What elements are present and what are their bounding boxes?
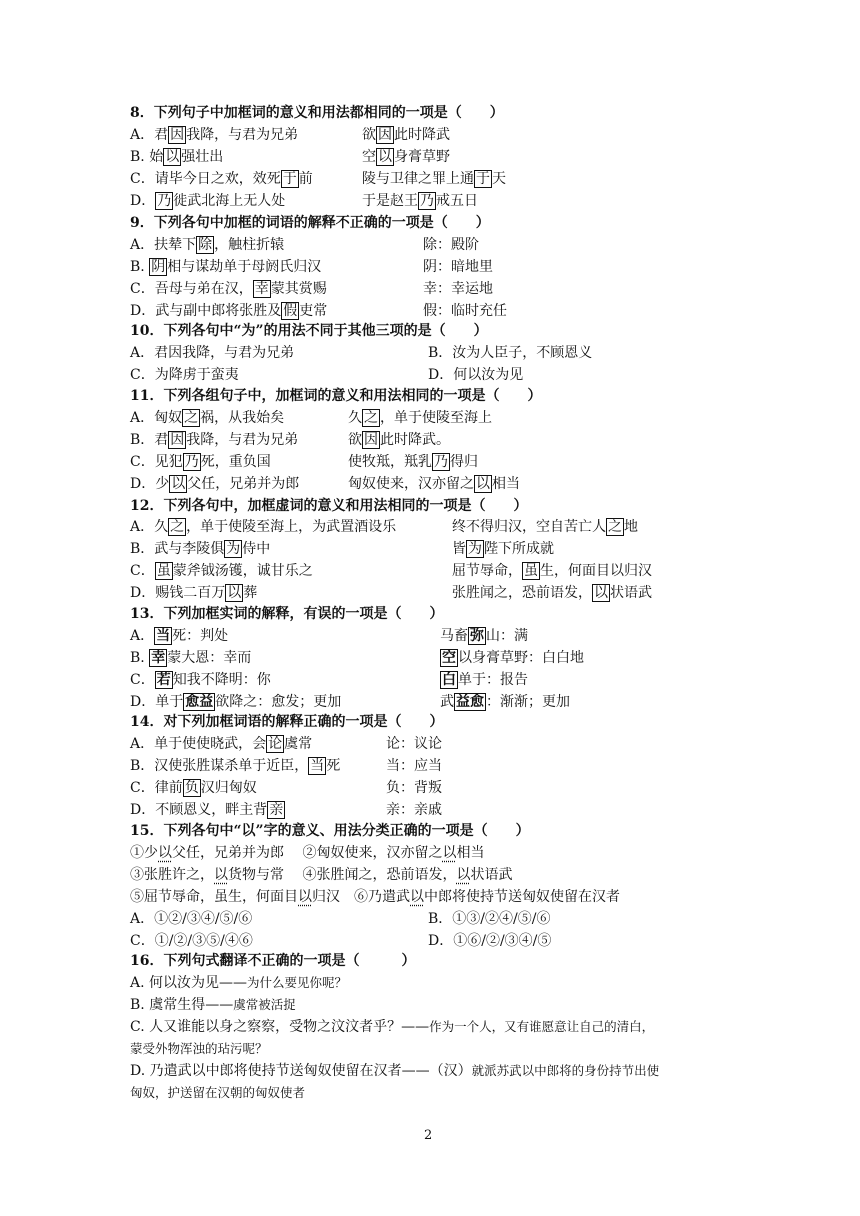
q12-option-a: A．久 之 ，单于使陵至海上，为武置酒设乐 终不得归汉，空自苦亡人 之 地 xyxy=(130,519,638,535)
q15-options-ab: A．①②/③④/⑤/⑥ B．①③/②④/⑤/⑥ xyxy=(130,911,551,927)
q15-options-cd: C．①/②/③⑤/④⑥ D．①⑥/②/③④/⑤ xyxy=(130,933,552,949)
boxed-word: 负 xyxy=(184,780,199,796)
boxed-word: 若 xyxy=(156,672,171,688)
boxed-word: 乃 xyxy=(434,454,448,470)
boxed-word: 之 xyxy=(608,519,622,535)
q13-option-d: D．单于 愈益 欲降之：愈发；更加 武 益愈 ：渐渐；更加 xyxy=(130,694,570,710)
q12-option-d: D．赐钱二百万 以 葬 张胜闻之，恐前语发， 以 状语武 xyxy=(130,585,652,601)
boxed-word: 为 xyxy=(226,541,241,557)
boxed-word: 以 xyxy=(227,585,242,601)
boxed-word: 空 xyxy=(442,650,456,666)
q11-option-d: D．少 以 父任，兄弟并为郎 匈奴使来，汉亦留之 以 相当 xyxy=(130,476,520,492)
boxed-word: 乃 xyxy=(420,193,434,209)
q11-option-c: C．见犯 乃 死，重负国 使牧羝，羝乳 乃 得归 xyxy=(130,454,478,470)
boxed-word: 亲 xyxy=(269,802,284,818)
q12-option-b: B．武与李陵俱 为 侍中 皆 为 陛下所成就 xyxy=(130,541,554,557)
boxed-word: 因 xyxy=(364,432,378,448)
boxed-word: 阴 xyxy=(151,259,166,275)
q9-option-d: D．武与副中郎将张胜及 假 吏常 假：临时充任 xyxy=(130,303,507,319)
q9-option-b: B. 阴 相与谋劫单于母阏氏归汉 阴：暗地里 xyxy=(130,259,493,275)
boxed-word: 愈益 xyxy=(185,694,214,710)
question-14-title: 14．对下列加框词语的解释正确的一项是（ ） xyxy=(130,714,444,730)
boxed-word: 当 xyxy=(310,758,325,774)
q16-option-c-cont: 蒙受外物浑浊的玷污呢？ xyxy=(130,1041,268,1056)
boxed-word: 虽 xyxy=(524,563,538,579)
boxed-word: 白 xyxy=(442,672,456,688)
q16-option-a: A. 何以汝为见——为什么要见你呢？ xyxy=(130,975,348,991)
q14-option-d: D．不顾恩义，畔主背 亲 亲：亲戚 xyxy=(130,802,442,818)
q9-option-a: A．扶辇下 除 ，触柱折辕 除：殿阶 xyxy=(130,237,479,253)
boxed-word: 当 xyxy=(156,628,171,644)
q12-option-c: C． 虽 蒙斧钺汤镬，诚甘乐之 屈节辱命， 虽 生，何面目以归汉 xyxy=(130,563,652,579)
q8-option-a: A．君 因 我降，与君为兄弟 欲 因 此时降武 xyxy=(130,127,450,143)
question-13-title: 13．下列加框实词的解释，有误的一项是（ ） xyxy=(130,606,444,622)
boxed-word: 因 xyxy=(170,432,185,448)
question-11-title: 11．下列各组句子中，加框词的意义和用法相同的一项是（ ） xyxy=(130,388,542,404)
boxed-word: 以 xyxy=(378,149,392,165)
boxed-word: 以 xyxy=(594,585,608,601)
boxed-word: 以 xyxy=(171,476,186,492)
question-16-title: 16．下列句式翻译不正确的一项是（ ） xyxy=(130,953,416,969)
q8-option-b: B. 始 以 强壮出 空 以 身膏草野 xyxy=(130,149,450,165)
question-12-title: 12．下列各句中，加框虚词的意义和用法相同的一项是（ ） xyxy=(130,498,528,514)
boxed-word: 乃 xyxy=(157,193,172,209)
boxed-word: 乃 xyxy=(184,454,199,470)
q15-sentences-5-6: ⑤屈节辱命，虽生，何面目以归汉 ⑥乃遣武以中郎将使持节送匈奴使留在汉者 xyxy=(130,889,620,905)
boxed-word: 为 xyxy=(468,541,482,557)
boxed-word: 之 xyxy=(184,410,199,426)
page-number: 2 xyxy=(424,1128,433,1143)
boxed-word: 之 xyxy=(170,519,185,535)
q8-option-c: C．请毕今日之欢，效死 于 前 陵与卫律之罪上通 于 天 xyxy=(130,171,506,187)
q14-option-a: A．单于使使晓武，会 论 虞常 论：议论 xyxy=(130,736,442,752)
boxed-word: 于 xyxy=(476,171,490,187)
question-10-title: 10．下列各句中“为”的用法不同于其他三项的是（ ） xyxy=(130,323,488,339)
boxed-word: 以 xyxy=(165,149,180,165)
boxed-word: 因 xyxy=(170,127,185,143)
question-15-title: 15．下列各句中“以”字的意义、用法分类正确的一项是（ ） xyxy=(130,823,530,839)
boxed-word: 弥 xyxy=(470,628,484,644)
boxed-word: 假 xyxy=(283,303,298,319)
q10-options-cd: C．为降虏于蛮夷 D．何以汝为见 xyxy=(130,367,524,383)
q15-sentences-1-2: ①少以父任，兄弟并为郎 ②匈奴使来，汉亦留之以相当 xyxy=(130,845,485,861)
boxed-word: 因 xyxy=(378,127,392,143)
boxed-word: 幸 xyxy=(151,650,166,666)
boxed-word: 虽 xyxy=(156,563,171,579)
q11-option-a: A．匈奴 之 祸，从我始矣 久 之 ，单于使陵至海上 xyxy=(130,410,492,426)
boxed-word: 于 xyxy=(282,171,297,187)
boxed-word: 除 xyxy=(198,237,213,253)
q9-option-c: C．吾母与弟在汉， 幸 蒙其赏赐 幸：幸运地 xyxy=(130,281,493,297)
question-8-title: 8．下列句子中加框词的意义和用法都相同的一项是（ ） xyxy=(130,105,504,121)
q8-option-d: D． 乃 徙武北海上无人处 于是赵王 乃 戒五日 xyxy=(130,193,478,209)
q13-option-c: C． 若 知我不降明：你 白 单于：报告 xyxy=(130,672,528,688)
boxed-word: 以 xyxy=(476,476,490,492)
q13-option-a: A． 当 死：判处 马畜 弥 山：满 xyxy=(130,628,528,644)
q16-option-c: C. 人又谁能以身之察察，受物之汶汶者乎？——作为一个人，又有谁愿意让自己的清白， xyxy=(130,1019,655,1035)
q16-option-b: B. 虞常生得——虞常被活捉 xyxy=(130,997,296,1013)
boxed-word: 益愈 xyxy=(456,694,484,710)
q16-option-d-cont: 匈奴，护送留在汉朝的匈奴使者 xyxy=(130,1085,306,1100)
q16-option-d: D. 乃遣武以中郎将使持节送匈奴使留在汉者——（汉）就派苏武以中郎将的身份持节出使 xyxy=(130,1063,660,1079)
q10-options-ab: A．君因我降，与君为兄弟 B．汝为人臣子，不顾恩义 xyxy=(130,345,593,361)
q14-option-c: C．律前 负 汉归匈奴 负：背叛 xyxy=(130,780,442,796)
question-9-title: 9．下列各句中加框的词语的解释不正确的一项是（ ） xyxy=(130,215,490,231)
boxed-word: 论 xyxy=(268,736,283,752)
q14-option-b: B．汉使张胜谋杀单于近臣， 当 死 当：应当 xyxy=(130,758,442,774)
q11-option-b: B．君 因 我降，与君为兄弟 欲 因 此时降武。 xyxy=(130,432,450,448)
q13-option-b: B. 幸 蒙大恩：幸而 空 以身膏草野：白白地 xyxy=(130,650,584,666)
boxed-word: 幸 xyxy=(254,281,269,297)
q15-sentences-3-4: ③张胜许之，以货物与常 ④张胜闻之，恐前语发，以状语武 xyxy=(130,867,513,883)
boxed-word: 之 xyxy=(364,410,378,426)
